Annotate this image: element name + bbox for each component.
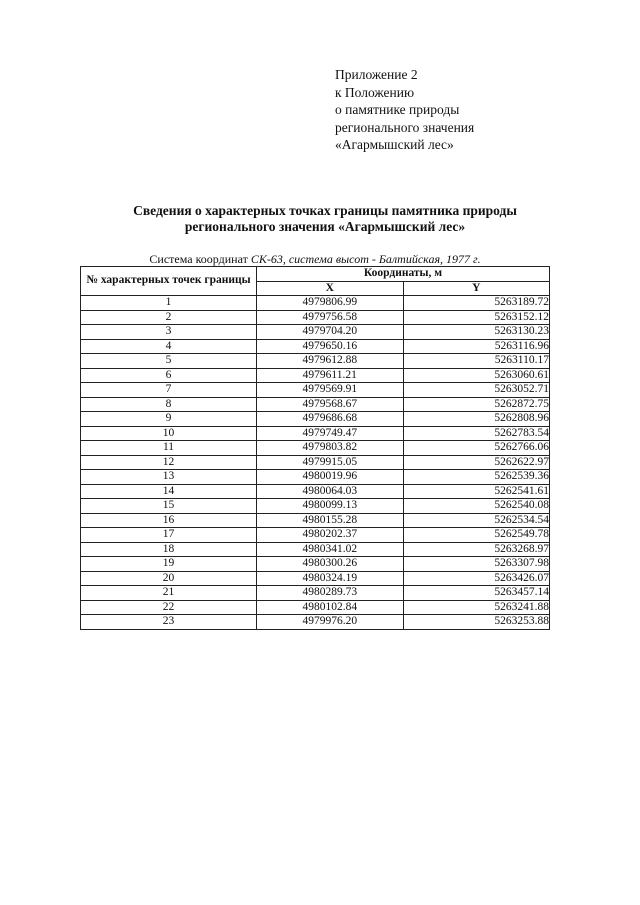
x-coordinate-cell: 4980202.37 <box>257 528 404 543</box>
x-coordinate-cell: 4979612.88 <box>257 354 404 369</box>
point-number-cell: 14 <box>81 484 257 499</box>
x-coordinate-cell: 4980064.03 <box>257 484 404 499</box>
header-row <box>81 267 550 282</box>
table-row <box>81 513 550 528</box>
x-coordinate-cell: 4980155.28 <box>257 513 404 528</box>
point-number-cell: 2 <box>81 310 257 325</box>
point-number-cell: 11 <box>81 441 257 456</box>
y-coordinate-cell: 5262622.97 <box>403 455 550 470</box>
y-coordinate-cell: 5262541.61 <box>403 484 550 499</box>
table-row <box>81 296 550 311</box>
y-coordinate-cell: 5263052.71 <box>403 383 550 398</box>
point-number-cell: 23 <box>81 615 257 630</box>
y-coordinate-cell: 5262808.96 <box>403 412 550 427</box>
y-coordinate-cell: 5262534.54 <box>403 513 550 528</box>
y-coordinate-cell: 5263116.96 <box>403 339 550 354</box>
coordinate-system-name: СК-63, система высот - Балтийская, 1977 г. <box>250 252 481 266</box>
point-number-cell: 17 <box>81 528 257 543</box>
x-coordinate-cell: 4980102.84 <box>257 600 404 615</box>
point-number-cell: 22 <box>81 600 257 615</box>
y-coordinate-cell: 5262872.75 <box>403 397 550 412</box>
x-coordinate-cell: 4980099.13 <box>257 499 404 514</box>
point-number-cell: 19 <box>81 557 257 572</box>
appendix-line: регионального значения <box>335 119 475 135</box>
table-row <box>81 412 550 427</box>
point-number-cell: 4 <box>81 339 257 354</box>
table-header <box>81 267 550 296</box>
point-number-cell: 6 <box>81 368 257 383</box>
title-line-2: регионального значения «Агармышский лес» <box>184 219 466 234</box>
y-coordinate-cell: 5262766.06 <box>403 441 550 456</box>
point-number-cell: 3 <box>81 325 257 340</box>
x-coordinate-cell: 4979650.16 <box>257 339 404 354</box>
table-row <box>81 470 550 485</box>
y-coordinate-cell: 5263152.12 <box>403 310 550 325</box>
x-coordinate-cell: 4980324.19 <box>257 571 404 586</box>
point-number-cell: 12 <box>81 455 257 470</box>
y-coordinate-cell: 5262549.78 <box>403 528 550 543</box>
y-coordinate-cell: 5262783.54 <box>403 426 550 441</box>
table-body <box>81 296 550 630</box>
x-coordinate-cell: 4980289.73 <box>257 586 404 601</box>
table-row <box>81 528 550 543</box>
table-row <box>81 354 550 369</box>
appendix-line: к Положению <box>335 84 415 100</box>
title-line-1: Сведения о характерных точках границы памятника природы <box>133 203 517 218</box>
x-coordinate-cell: 4979915.05 <box>257 455 404 470</box>
y-coordinate-cell: 5263060.61 <box>403 368 550 383</box>
y-coordinate-cell: 5263130.23 <box>403 325 550 340</box>
table-row <box>81 383 550 398</box>
table-row <box>81 426 550 441</box>
table-row <box>81 455 550 470</box>
point-number-cell: 15 <box>81 499 257 514</box>
table-row <box>81 310 550 325</box>
appendix-line: о памятнике природы <box>335 102 460 117</box>
table-row <box>81 586 550 601</box>
appendix-line: «Агармышский лес» <box>335 137 454 152</box>
coordinate-system-prefix: Система координат <box>149 252 251 266</box>
x-coordinate-cell: 4980341.02 <box>257 542 404 557</box>
x-coordinate-cell: 4980300.26 <box>257 557 404 572</box>
x-coordinate-cell: 4979704.20 <box>257 325 404 340</box>
point-number-cell: 20 <box>81 571 257 586</box>
point-number-cell: 8 <box>81 397 257 412</box>
x-coordinate-cell: 4979611.21 <box>257 368 404 383</box>
table-row <box>81 339 550 354</box>
x-coordinate-cell: 4979976.20 <box>257 615 404 630</box>
y-coordinate-cell: 5263110.17 <box>403 354 550 369</box>
y-coordinate-cell: 5263268.97 <box>403 542 550 557</box>
table-row <box>81 441 550 456</box>
point-number-cell: 9 <box>81 412 257 427</box>
appendix-line: Приложение 2 <box>335 67 418 82</box>
point-number-cell: 1 <box>81 296 257 311</box>
y-coordinate-cell: 5263307.98 <box>403 557 550 572</box>
table-row <box>81 484 550 499</box>
document-title <box>100 203 550 235</box>
table-row <box>81 397 550 412</box>
column-header-points: № характерных точек границы <box>81 267 257 296</box>
table-row <box>81 325 550 340</box>
table-row <box>81 615 550 630</box>
appendix-note <box>335 66 474 154</box>
y-coordinate-cell: 5263457.14 <box>403 586 550 601</box>
x-coordinate-cell: 4979686.68 <box>257 412 404 427</box>
y-coordinate-cell: 5263241.88 <box>403 600 550 615</box>
column-header-coordinates: Координаты, м <box>257 267 550 282</box>
point-number-cell: 5 <box>81 354 257 369</box>
column-header-y: Y <box>403 281 550 296</box>
table-row <box>81 542 550 557</box>
x-coordinate-cell: 4979803.82 <box>257 441 404 456</box>
y-coordinate-cell: 5263426.07 <box>403 571 550 586</box>
x-coordinate-cell: 4979806.99 <box>257 296 404 311</box>
table-row <box>81 600 550 615</box>
y-coordinate-cell: 5262540.08 <box>403 499 550 514</box>
table-row <box>81 499 550 514</box>
table-row <box>81 557 550 572</box>
x-coordinate-cell: 4979569.91 <box>257 383 404 398</box>
point-number-cell: 10 <box>81 426 257 441</box>
y-coordinate-cell: 5262539.36 <box>403 470 550 485</box>
point-number-cell: 16 <box>81 513 257 528</box>
point-number-cell: 21 <box>81 586 257 601</box>
x-coordinate-cell: 4979749.47 <box>257 426 404 441</box>
point-number-cell: 7 <box>81 383 257 398</box>
point-number-cell: 18 <box>81 542 257 557</box>
x-coordinate-cell: 4979756.58 <box>257 310 404 325</box>
x-coordinate-cell: 4980019.96 <box>257 470 404 485</box>
table-row <box>81 571 550 586</box>
y-coordinate-cell: 5263189.72 <box>403 296 550 311</box>
x-coordinate-cell: 4979568.67 <box>257 397 404 412</box>
point-number-cell: 13 <box>81 470 257 485</box>
y-coordinate-cell: 5263253.88 <box>403 615 550 630</box>
coordinates-table <box>80 266 550 630</box>
column-header-x: X <box>257 281 404 296</box>
coordinate-system-note <box>80 252 550 266</box>
table-row <box>81 368 550 383</box>
